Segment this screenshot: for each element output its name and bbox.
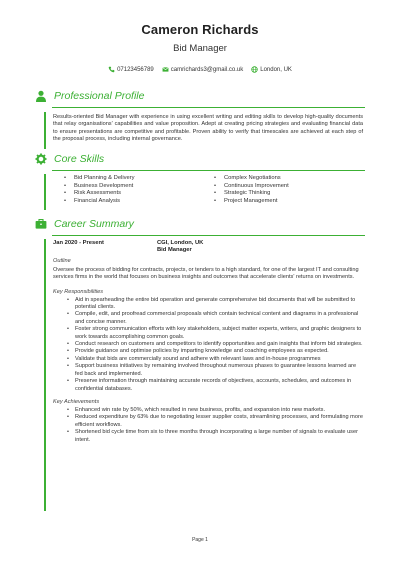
contact-location	[251, 66, 292, 73]
phone-text: 07123456789	[117, 66, 154, 73]
job-title: Bid Manager	[157, 247, 192, 254]
skill-item: • Continuous Improvement	[212, 183, 362, 191]
skills-list	[62, 175, 362, 205]
responsibility-item: • Provide guidance and optimise policies by imparting knowledge and coaching employees as expected.	[53, 348, 365, 355]
responsibility-item: • Validate that bids are commercially sound and adhere with relevant laws and in-house programmes	[53, 356, 365, 363]
job-company: CGI, London, UK	[157, 240, 204, 246]
responsibility-item: • Conduct research on customers and competitors to identify opportunities and gain insights that inform bid strategies.	[53, 341, 365, 348]
location-text: London, UK	[260, 66, 292, 73]
candidate-name: Cameron Richards	[141, 22, 259, 37]
section-skills-heading	[35, 153, 104, 165]
career-divider	[52, 235, 365, 236]
email-text: camrichards3@gmail.co.uk	[170, 66, 244, 73]
profile-side-bar	[44, 112, 46, 149]
skill-item: • Bid Planning & Delivery	[62, 175, 212, 183]
skill-item: • Financial Analysis	[62, 198, 212, 206]
gear-icon	[35, 153, 47, 165]
skill-item: • Strategic Thinking	[212, 190, 362, 198]
skills-divider	[52, 170, 365, 171]
page-number: Page 1	[192, 537, 208, 543]
career-side-bar	[44, 239, 46, 511]
achievement-item: • Enhanced win rate by 50%, which resulted in new business, profits, and expansion into new markets.	[53, 407, 365, 414]
skill-item: • Complex Negotiations	[212, 175, 362, 183]
globe-icon	[251, 66, 258, 73]
skill-item: • Business Development	[62, 183, 212, 191]
envelope-icon	[162, 66, 169, 73]
responsibility-item: • Preserve information through maintaining accurate records of objectives, accounts, schedules, and outcomes in confidential databases.	[53, 378, 365, 393]
job-header	[53, 240, 365, 255]
outline-label: Outline	[53, 257, 71, 264]
profile-summary: Results-oriented Bid Manager with experience in using excellent writing and editing skills to develop high-quality documents that relay organisations' capabilities and value proposition. Adept at creating pricing strategies and evaluating financial data to ensure presentations are competitive and profitable. Proven ability to verify that timescales are achieved at each step of the proposal process, including internal governance.	[53, 114, 363, 143]
section-career-title: Career Summary	[54, 218, 134, 230]
achievement-item: • Shortened bid cycle time from six to three months through incorporating a large number of signals to evaluate user intent.	[53, 429, 365, 444]
skill-item: • Risk Assessments	[62, 190, 212, 198]
achievements-list	[53, 407, 365, 444]
responsibility-item: • Foster strong communication efforts with key stakeholders, subject matter experts, writers, and graphic designers to work towards accomplishing common goals.	[53, 326, 365, 341]
achievements-label: Key Achievements	[53, 398, 100, 405]
resume-header	[0, 0, 400, 73]
responsibilities-label: Key Responsibilities	[53, 288, 104, 295]
career-entry	[53, 240, 365, 444]
skills-right-column	[212, 175, 362, 205]
outline-text: Oversee the process of bidding for contracts, projects, or tenders to a high standard, for one of the largest IT and consulting services firms in the world that focuses on business insights and outcomes that accelerate clients' returns on investments.	[53, 266, 359, 281]
phone-icon	[108, 66, 115, 73]
achievement-item: • Reduced expenditure by 63% due to negotiating lesser supplier costs, streamlining processes, and formulating more efficient workflows.	[53, 414, 365, 429]
contact-email[interactable]	[162, 66, 243, 73]
profile-divider	[52, 107, 365, 108]
responsibility-item: • Compile, edit, and proofread commercial proposals which contain technical content and diagrams in a professional and concise manner.	[53, 311, 365, 326]
job-dates: Jan 2020 - Present	[53, 240, 104, 246]
job-employer-block	[157, 240, 203, 255]
skills-left-column	[62, 175, 212, 205]
section-profile-heading	[35, 90, 144, 102]
section-skills-title: Core Skills	[54, 153, 105, 165]
user-icon	[35, 90, 47, 102]
skills-side-bar	[44, 174, 46, 210]
responsibility-item: • Aid in spearheading the entire bid operation and generate comprehensive bid documents that will be submitted to potential clients.	[53, 297, 365, 312]
candidate-role: Bid Manager	[173, 43, 227, 54]
contact-phone	[108, 66, 154, 73]
contact-row	[0, 66, 400, 73]
section-profile-title: Professional Profile	[54, 90, 145, 102]
skill-item: • Project Management	[212, 198, 362, 206]
section-career-heading	[35, 218, 134, 230]
briefcase-icon	[35, 218, 47, 230]
responsibilities-list	[53, 297, 365, 393]
responsibility-item: • Support business initiatives by remaining involved throughout numerous phases to guarantee lessons learned are fed back and implemented.	[53, 363, 365, 378]
